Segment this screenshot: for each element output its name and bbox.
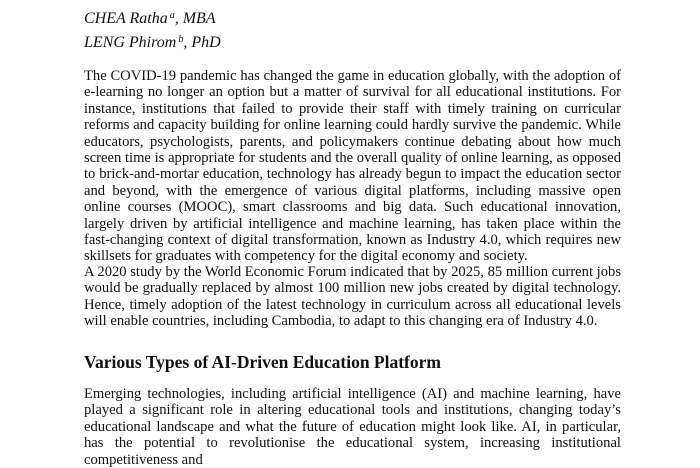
author-line [84,29,221,53]
author-affiliation-mark: a [169,10,175,21]
author-degree: , PhD [183,34,221,51]
emerging-tech-paragraph: Emerging technologies, including artificial intelligence (AI) and machine learning, have played a significant role in altering educational tools and institutions, changing today’s educational landscape and what the future of education might look like. AI, in particular, has the potential to revolutionise the educational system, increasing institutional competitiveness and [84,386,621,468]
author-degree: , MBA [174,10,216,27]
author-name: CHEA Ratha [84,10,168,27]
document-body [84,68,621,468]
intro-paragraph: The COVID-19 pandemic has changed the game in education globally, with the adoption of e-learning no longer an option but a matter of survival for all educational institutions. For instance, institutions that failed to provide their staff with timely training on curricular reforms and capacity building for online learning could hardly survive the pandemic. While educators, psychologists, parents, and policymakers continue debating about how much screen time is appropriate for students and the overall quality of online learning, as opposed to brick-and-mortar education, technology has already begun to impact the education sector and beyond, with the emergence of various digital platforms, including massive open online courses (MOOC), smart classrooms and big data. Such educational innovation, largely driven by artificial intelligence and machine learning, has taken place within the fast-changing context of digital transformation, known as Industry 4.0, which requires new skillsets for graduates with competency for the digital economy and society. [84,68,621,265]
author-affiliation-mark: b [178,34,184,45]
author-list [84,5,221,53]
study-paragraph: A 2020 study by the World Economic Forum indicated that by 2025, 85 million current jobs would be gradually replaced by almost 100 million new jobs created by digital technology. Hence, timely adoption of the latest technology in curriculum across all educational levels will enable countries, including Cambodia, to adapt to this changing era of Industry 4.0. [84,264,621,330]
author-line [84,5,221,29]
section-heading: Various Types of AI-Driven Education Platform [84,352,441,372]
author-name: LENG Phirom [84,34,177,51]
